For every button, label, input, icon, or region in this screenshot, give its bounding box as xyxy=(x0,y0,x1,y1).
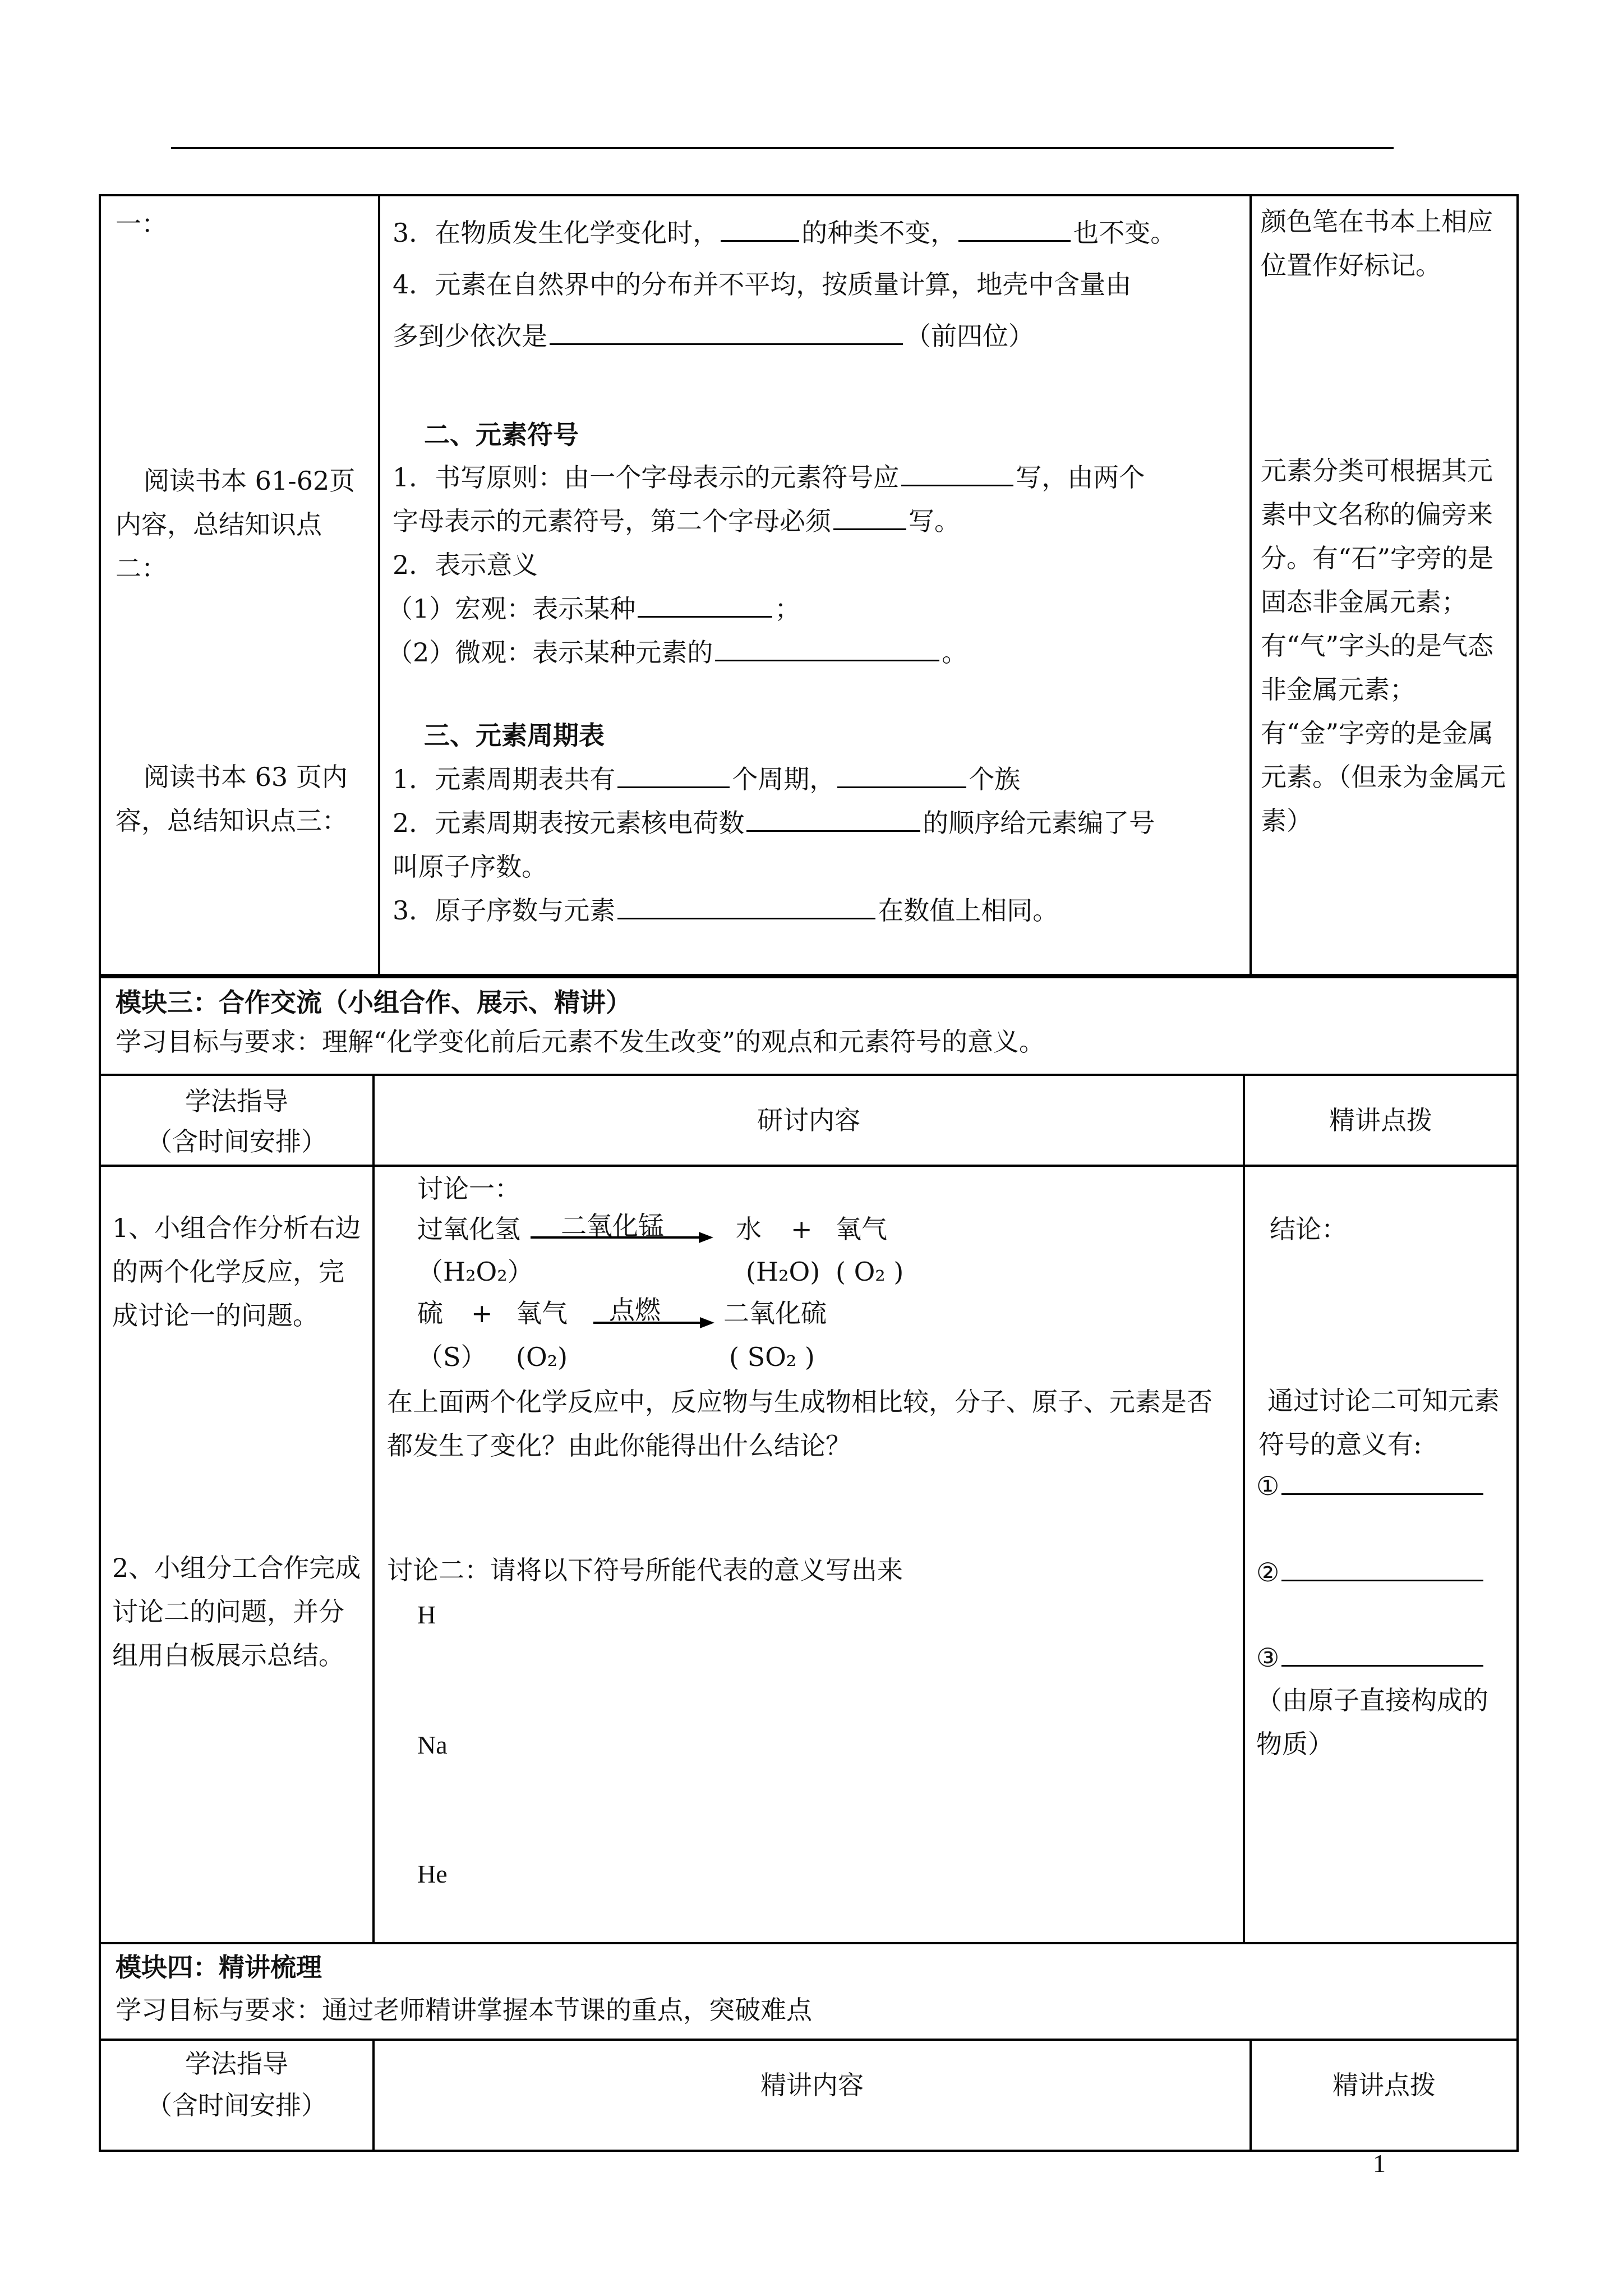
symbol-h: H xyxy=(417,1600,436,1629)
reaction-2-condition: 点燃 xyxy=(609,1295,661,1325)
module3-col1-header-b: （含时间安排） xyxy=(146,1126,327,1157)
reaction-2-product: 二氧化硫 xyxy=(723,1298,827,1328)
discussion-2-title: 讨论二：请将以下符号所能代表的意义写出来 xyxy=(387,1555,903,1585)
s2-text-2b: （2）微观：表示某种元素的 xyxy=(387,637,713,668)
meaning-2 xyxy=(1256,1550,1486,1594)
item4-text-b: 多到少依次是 xyxy=(393,321,547,351)
module3-col1-header-a: 学法指导 xyxy=(185,1086,288,1116)
reaction-2-formula-1: （S） xyxy=(417,1342,487,1372)
reaction-2-plus: + xyxy=(471,1298,493,1328)
symbol-na: Na xyxy=(417,1731,448,1759)
s2-blank-4[interactable] xyxy=(715,632,939,661)
s3-line-2 xyxy=(393,801,1155,845)
s3-text-3a: 3．原子序数与元素 xyxy=(393,895,616,926)
discussion-1-title: 讨论一： xyxy=(417,1174,520,1204)
reaction-1-formula-3: ( O₂ ) xyxy=(836,1257,904,1287)
page-number: 1 xyxy=(1373,2149,1386,2178)
reaction-1-product-2: 氧气 xyxy=(836,1214,887,1244)
module3-col3-header: 精讲点拨 xyxy=(1329,1105,1432,1135)
module4-header-top xyxy=(99,2039,1519,2041)
module3-col-divider-1 xyxy=(372,1074,375,1944)
s2-text-2b-end: 。 xyxy=(942,637,968,668)
section1-note-1: 颜色笔在书本上相应位置作好标记。 xyxy=(1261,206,1493,280)
module4-goal: 学习目标与要求：通过老师精讲掌握本节课的重点，突破难点 xyxy=(116,1995,812,2025)
heading-periodic-table: 三、元素周期表 xyxy=(424,720,605,751)
symbol-he: He xyxy=(417,1860,448,1888)
section1-note-2: 元素分类可根据其元素中文名称的偏旁来分。有“石”字旁的是固态非金属元素；有“气”字头的是气态非金属元素；有“金”字旁的是金属元素。（但汞为金属元素） xyxy=(1261,455,1506,836)
s2-line-2 xyxy=(393,499,960,543)
module3-col2-header: 研讨内容 xyxy=(757,1105,860,1135)
meaning-3-blank[interactable] xyxy=(1281,1637,1483,1667)
meaning-1-marker: ① xyxy=(1256,1471,1280,1501)
s2-text-2a: （1）宏观：表示某种 xyxy=(387,593,636,624)
item3-text-a: 3．在物质发生化学变化时， xyxy=(393,218,719,248)
module3-col-divider-2 xyxy=(1243,1074,1245,1944)
s2-blank-1[interactable] xyxy=(901,457,1013,486)
meaning-2-marker: ② xyxy=(1256,1557,1280,1588)
reaction-2-reactant-2: 氧气 xyxy=(516,1298,568,1328)
s2-line-4 xyxy=(387,587,800,631)
s2-text-1d: 写。 xyxy=(909,506,960,536)
s3-blank-3[interactable] xyxy=(746,802,920,832)
module3-goal: 学习目标与要求：理解“化学变化前后元素不发生改变”的观点和元素符号的意义。 xyxy=(116,1027,1045,1057)
item3-text-c: 也不变。 xyxy=(1073,218,1177,248)
module4-col1-header-b: （含时间安排） xyxy=(146,2090,327,2120)
conclusion-label: 结论： xyxy=(1270,1214,1347,1244)
module4-col1-header-a: 学法指导 xyxy=(185,2049,288,2079)
section1-left-label: 一： xyxy=(116,209,167,239)
s3-line-3: 叫原子序数。 xyxy=(393,852,547,882)
reaction-1-formula-2: (H₂O) xyxy=(746,1257,820,1287)
s3-text-2b: 的顺序给元素编了号 xyxy=(923,808,1155,838)
section1-read3: 阅读书本 63 页内容，总结知识点三： xyxy=(116,762,348,836)
reaction-2-arrow xyxy=(593,1315,717,1332)
s3-blank-1[interactable] xyxy=(617,758,730,788)
symbol-meaning-intro: 通过讨论二可知元素符号的意义有: xyxy=(1258,1386,1500,1460)
s2-text-1a: 1．书写原则：由一个字母表示的元素符号应 xyxy=(393,462,900,493)
s2-text-1b: 写，由两个 xyxy=(1016,462,1145,493)
meaning-1-blank[interactable] xyxy=(1281,1465,1483,1495)
reaction-1-reactant: 过氧化氢 xyxy=(417,1214,520,1244)
header-rule xyxy=(171,147,1394,149)
module4-col3-header: 精讲点拨 xyxy=(1332,2070,1436,2100)
module3-guide-2: 2、小组分工合作完成讨论二的问题，并分组用白板展示总结。 xyxy=(112,1553,361,1671)
item3-blank-1[interactable] xyxy=(721,212,799,242)
meaning-3-marker: ③ xyxy=(1256,1642,1280,1673)
module3-guide-1: 1、小组合作分析右边的两个化学反应，完成讨论一的问题。 xyxy=(112,1213,361,1331)
section1-divider-left xyxy=(378,194,380,976)
item3-line xyxy=(393,211,1176,255)
s3-text-1c: 个族 xyxy=(969,764,1021,794)
meaning-3-note: （由原子直接构成的物质） xyxy=(1256,1685,1488,1759)
s2-text-1c: 字母表示的元素符号，第二个字母必须 xyxy=(393,506,831,536)
meaning-3 xyxy=(1256,1636,1486,1680)
s2-line-1 xyxy=(393,455,1145,499)
s2-text-2a-end: ； xyxy=(774,593,801,624)
reaction-1-catalyst: 二氧化锰 xyxy=(561,1211,664,1241)
section1-divider-right xyxy=(1249,194,1252,976)
item4-line-2 xyxy=(393,314,1034,358)
meaning-2-blank[interactable] xyxy=(1281,1552,1483,1581)
s3-line-4 xyxy=(393,889,1058,932)
reaction-1-arrow xyxy=(531,1230,716,1246)
module3-header-top xyxy=(99,1074,1519,1076)
module3-title-rule xyxy=(99,974,1519,976)
reaction-1-product-1: 水 xyxy=(736,1214,762,1244)
reaction-2-formula-3: ( SO₂ ) xyxy=(729,1342,815,1372)
s3-text-2a: 2．元素周期表按元素核电荷数 xyxy=(393,808,745,838)
item3-blank-2[interactable] xyxy=(958,212,1071,242)
s3-line-1 xyxy=(393,757,1020,801)
item4-text-c: （前四位） xyxy=(905,321,1034,351)
item4-line-1: 4．元素在自然界中的分布并不平均，按质量计算，地壳中含量由 xyxy=(393,269,1132,300)
s2-blank-2[interactable] xyxy=(833,500,906,530)
module3-header-bottom xyxy=(99,1165,1519,1167)
discussion-1-question: 在上面两个化学反应中，反应物与生成物相比较，分子、原子、元素是否都发生了变化？由此你能得出什么结论？ xyxy=(387,1387,1212,1461)
module4-title: 模块四：精讲梳理 xyxy=(116,1952,322,1982)
s3-blank-4[interactable] xyxy=(617,890,875,919)
reaction-2-reactant-1: 硫 xyxy=(417,1298,443,1328)
reaction-2-formula-2: (O₂) xyxy=(516,1342,568,1372)
module3-title: 模块三：合作交流（小组合作、展示、精讲） xyxy=(116,987,631,1018)
item3-text-b: 的种类不变， xyxy=(801,218,957,248)
s2-line-3: 2．表示意义 xyxy=(393,550,538,580)
reaction-1-formula-1: （H₂O₂） xyxy=(417,1257,533,1287)
item4-blank[interactable] xyxy=(550,315,903,345)
s2-line-5 xyxy=(387,631,967,674)
meaning-1 xyxy=(1256,1464,1486,1508)
s3-text-1a: 1．元素周期表共有 xyxy=(393,764,616,794)
module4-col2-header: 精讲内容 xyxy=(760,2070,864,2100)
section1-read2: 阅读书本 61-62页内容，总结知识点二： xyxy=(116,466,356,583)
heading-element-symbol: 二、元素符号 xyxy=(424,420,579,450)
s3-text-3b: 在数值上相同。 xyxy=(878,895,1059,926)
reaction-1-plus: + xyxy=(791,1214,813,1244)
s2-blank-3[interactable] xyxy=(638,588,772,618)
s3-text-1b: 个周期， xyxy=(732,764,836,794)
s3-blank-2[interactable] xyxy=(837,758,966,788)
